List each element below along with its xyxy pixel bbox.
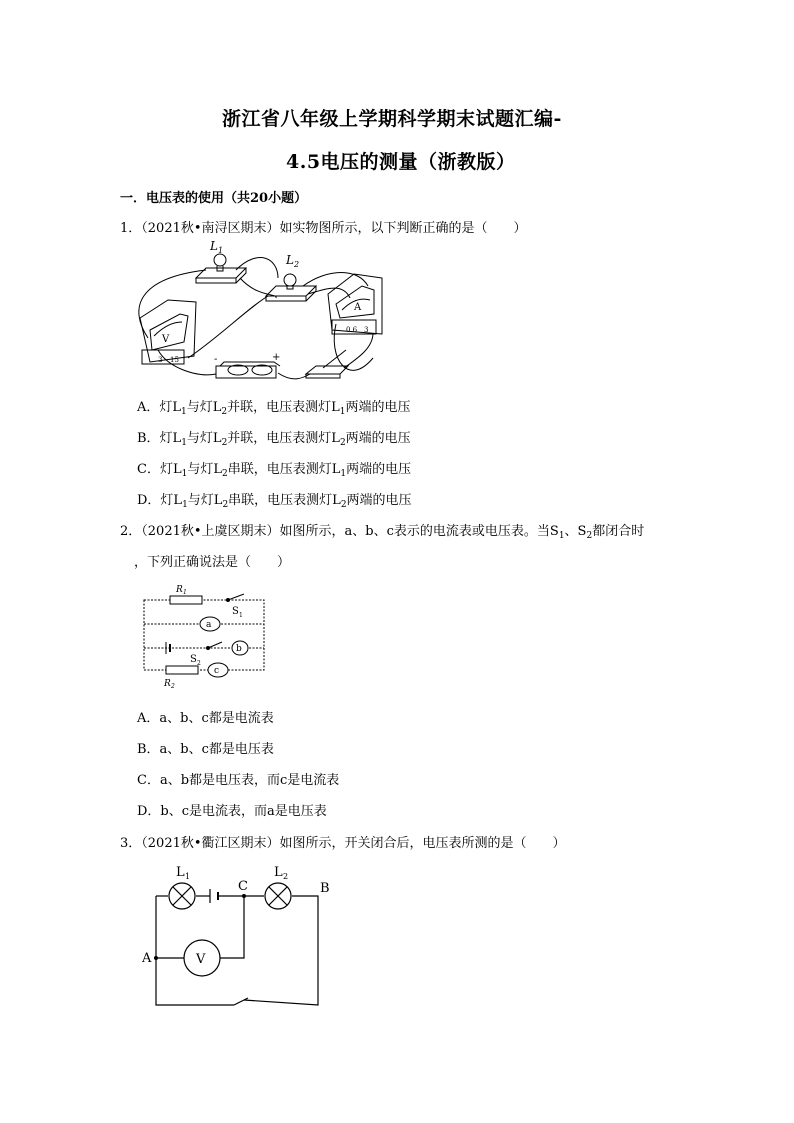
fig2-meter-c: c bbox=[214, 666, 220, 676]
fig2-label-s2-sub: 2 bbox=[197, 660, 201, 667]
fig1-label-l2-sub: 2 bbox=[294, 260, 300, 269]
fig3-label-a: A bbox=[142, 951, 152, 966]
question-2-figure bbox=[136, 582, 271, 692]
fig2-label-r2: R bbox=[164, 679, 171, 689]
fig1-battery-plus: + bbox=[272, 352, 281, 363]
section-heading: 一．电压表的使用（共20小题） bbox=[120, 191, 308, 206]
question-2-source: （2021秋•上虞区期末） bbox=[141, 524, 280, 539]
question-1-source: （2021秋•南浔区期末） bbox=[141, 221, 280, 236]
q1-option-b: B．灯$L_1$与灯$L_2$并联，电压表测灯$L_2$两端的电压 bbox=[137, 431, 411, 448]
q2-option-b: B．a、b、c都是电压表 bbox=[137, 742, 274, 757]
question-3-number: 3． bbox=[120, 836, 142, 851]
question-2-stem-line2: ，下列正确说法是（ ） bbox=[134, 555, 291, 570]
q2-option-c: C．a、b都是电压表，而c是电流表 bbox=[137, 773, 340, 788]
fig2-label-r2-sub: 2 bbox=[171, 683, 175, 690]
question-1-stem: 如实物图所示，以下判断正确的是（ ） bbox=[279, 221, 527, 236]
question-2-number: 2． bbox=[120, 524, 142, 539]
fig2-label-r1-sub: 1 bbox=[183, 589, 187, 596]
fig1-label-l-sub1: 1 bbox=[218, 246, 224, 255]
fig1-ammeter-terminal-3: 3 bbox=[364, 326, 369, 334]
fig3-label-b: B bbox=[320, 881, 330, 896]
fig1-label-l: L bbox=[210, 239, 218, 253]
fig2-label-s1: S bbox=[232, 606, 239, 617]
question-3-figure bbox=[136, 860, 336, 1012]
fig3-label-l1: L bbox=[176, 865, 185, 880]
question-3-stem: 如图所示，开关闭合后，电压表所测的是（ ） bbox=[279, 836, 566, 851]
q2-option-a: A．a、b、c都是电流表 bbox=[137, 711, 274, 726]
fig1-ammeter-label: A bbox=[354, 302, 362, 313]
page-title-line2: 4.5电压的测量（浙教版） bbox=[286, 151, 516, 173]
question-1-figure bbox=[128, 238, 388, 386]
fig2-label-s1-sub: 1 bbox=[239, 612, 243, 619]
q1-option-d: D．灯$L_1$与灯$L_2$串联，电压表测灯$L_2$两端的电压 bbox=[137, 493, 412, 510]
fig3-label-l2-sub: 2 bbox=[283, 872, 289, 881]
fig2-meter-b: b bbox=[236, 644, 242, 654]
fig1-label-l2: L bbox=[286, 253, 294, 267]
fig3-voltmeter-label: V bbox=[196, 952, 206, 967]
fig3-label-l1-sub: 1 bbox=[185, 872, 191, 881]
fig2-label-s2: S bbox=[190, 654, 197, 665]
question-1 bbox=[120, 217, 527, 236]
question-1-number: 1． bbox=[120, 221, 142, 236]
page-title-line1: 浙江省八年级上学期科学期末试题汇编- bbox=[222, 108, 562, 130]
fig3-label-c: C bbox=[238, 879, 248, 894]
q1-option-c: C．灯$L_1$与灯$L_2$串联，电压表测灯$L_1$两端的电压 bbox=[137, 462, 412, 479]
fig1-ammeter-terminal-06: 0.6 bbox=[346, 326, 358, 334]
q2-option-d: D．b、c是电流表，而a是电压表 bbox=[137, 804, 327, 819]
fig1-voltmeter-label: V bbox=[162, 334, 170, 345]
fig2-meter-a: a bbox=[206, 620, 212, 630]
fig1-battery-minus: - bbox=[214, 354, 218, 365]
fig2-label-r1: R bbox=[176, 585, 183, 595]
q1-option-a: A．灯$L_1$与灯$L_2$并联，电压表测灯$L_1$两端的电压 bbox=[137, 400, 411, 417]
fig3-label-l2: L bbox=[274, 865, 283, 880]
question-3-source: （2021秋•衢江区期末） bbox=[141, 836, 280, 851]
fig1-voltmeter-terminal-3: 3 bbox=[158, 356, 163, 364]
question-2: 2．（2021秋•上虞区期末）如图所示，a、b、c表示的电流表或电压表。当$S_1$、$S_2$都闭合时 bbox=[120, 524, 645, 541]
fig1-voltmeter-terminal-15: 15 bbox=[170, 356, 179, 364]
question-3 bbox=[120, 832, 566, 851]
